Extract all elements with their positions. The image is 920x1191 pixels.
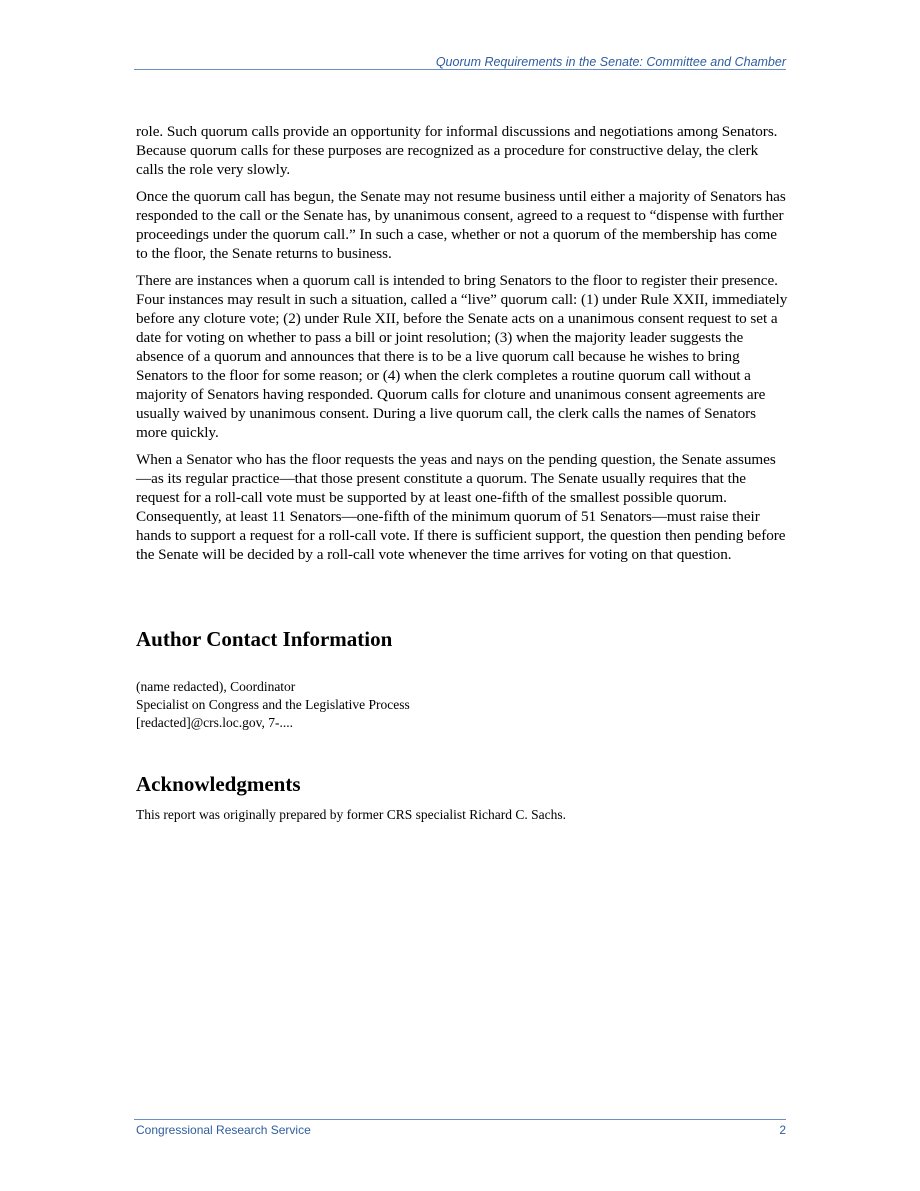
paragraph: Once the quorum call has begun, the Senate may not resume business until either a majority of Senators has responded to the call or the Senate has, by unanimous consent, agreed to a request to “dispense with further proceedings under the quorum call.” In such a case, whether or not a quorum of the membership has come to the floor, the Senate returns to business.	[136, 188, 786, 262]
acknowledgments-text: This report was originally prepared by former CRS specialist Richard C. Sachs.	[136, 807, 567, 822]
author-name-line: (name redacted), Coordinator	[136, 679, 296, 694]
body-text	[136, 122, 788, 572]
page-number: 2	[779, 1123, 786, 1137]
author-contact-block	[136, 678, 410, 732]
paragraph: When a Senator who has the floor requests the yeas and nays on the pending question, the Senate assumes—as its regular practice—that those present constitute a quorum. The Senate usually requires that the request for a roll-call vote must be supported by at least one-fifth of the smallest possible quorum. Consequently, at least 11 Senators—one-fifth of the minimum quorum of 51 Senators—must raise their hands to support a request for a roll-call vote. If there is sufficient support, the question then pending before the Senate will be decided by a roll-call vote whenever the time arrives for voting on that question.	[136, 451, 786, 563]
running-header-title: Quorum Requirements in the Senate: Committee and Chamber	[435, 55, 786, 69]
acknowledgments-heading: Acknowledgments	[136, 772, 301, 796]
header-divider	[134, 69, 786, 70]
author-email-line: [redacted]@crs.loc.gov, 7-....	[136, 715, 293, 730]
footer-organization: Congressional Research Service	[136, 1123, 311, 1137]
author-contact-heading: Author Contact Information	[136, 627, 393, 651]
author-title-line: Specialist on Congress and the Legislative Process	[136, 697, 410, 712]
paragraph: role. Such quorum calls provide an opportunity for informal discussions and negotiations among Senators. Because quorum calls for these purposes are recognized as a procedure for constructive delay, the clerk calls the role very slowly.	[136, 123, 778, 178]
paragraph: There are instances when a quorum call is intended to bring Senators to the floor to register their presence. Four instances may result in such a situation, called a “live” quorum call: (1) under Rule XXII, immediately before any cloture vote; (2) under Rule XII, before the Senate acts on a unanimous consent request to set a date for voting on whether to pass a bill or joint resolution; (3) when the majority leader suggests the absence of a quorum and announces that there is to be a live quorum call because he wishes to bring Senators to the floor for some reason; or (4) when the clerk completes a routine quorum call without a majority of Senators having responded. Quorum calls for cloture and unanimous consent agreements are usually waived by unanimous consent. During a live quorum call, the clerk calls the names of Senators more quickly.	[136, 272, 788, 441]
footer-divider	[134, 1119, 786, 1120]
